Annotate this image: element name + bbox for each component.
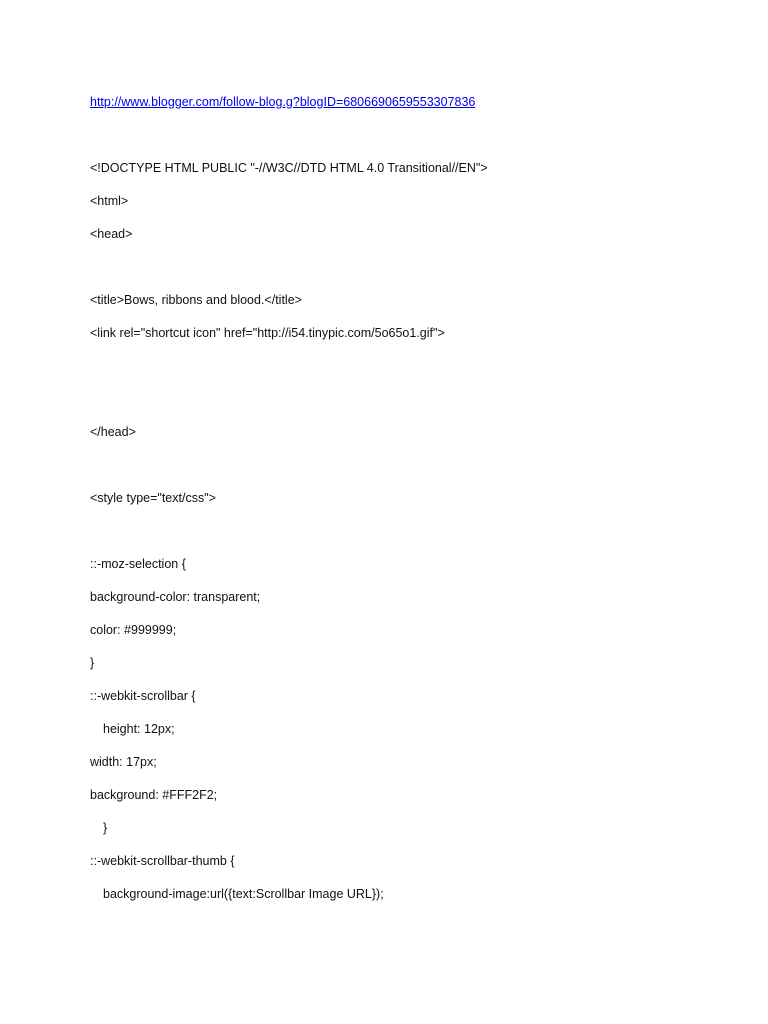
background-line: background: #FFF2F2;: [90, 788, 218, 802]
brace-close-line: }: [90, 656, 95, 670]
link-icon-line: <link rel="shortcut icon" href="http://i54.tinypic.com/5o65o1.gif">: [90, 326, 445, 340]
brace-close-indented-line: }: [103, 821, 108, 835]
webkit-scrollbar-line: ::-webkit-scrollbar {: [90, 689, 196, 703]
head-close-line: </head>: [90, 425, 136, 439]
height-line: height: 12px;: [103, 722, 175, 736]
color-line: color: #999999;: [90, 623, 177, 637]
width-line: width: 17px;: [90, 755, 157, 769]
style-open-line: <style type="text/css">: [90, 491, 216, 505]
html-open-line: <html>: [90, 194, 129, 208]
head-open-line: <head>: [90, 227, 133, 241]
doctype-line: <!DOCTYPE HTML PUBLIC "-//W3C//DTD HTML 4.0 Transitional//EN">: [90, 161, 488, 175]
background-image-line: background-image:url({text:Scrollbar Image URL});: [103, 887, 384, 901]
follow-blog-link[interactable]: http://www.blogger.com/follow-blog.g?blogID=6806690659553307836: [90, 95, 476, 109]
title-line: <title>Bows, ribbons and blood.</title>: [90, 293, 302, 307]
moz-selection-line: ::-moz-selection {: [90, 557, 186, 571]
scrollbar-thumb-line: ::-webkit-scrollbar-thumb {: [90, 854, 235, 868]
background-color-line: background-color: transparent;: [90, 590, 261, 604]
